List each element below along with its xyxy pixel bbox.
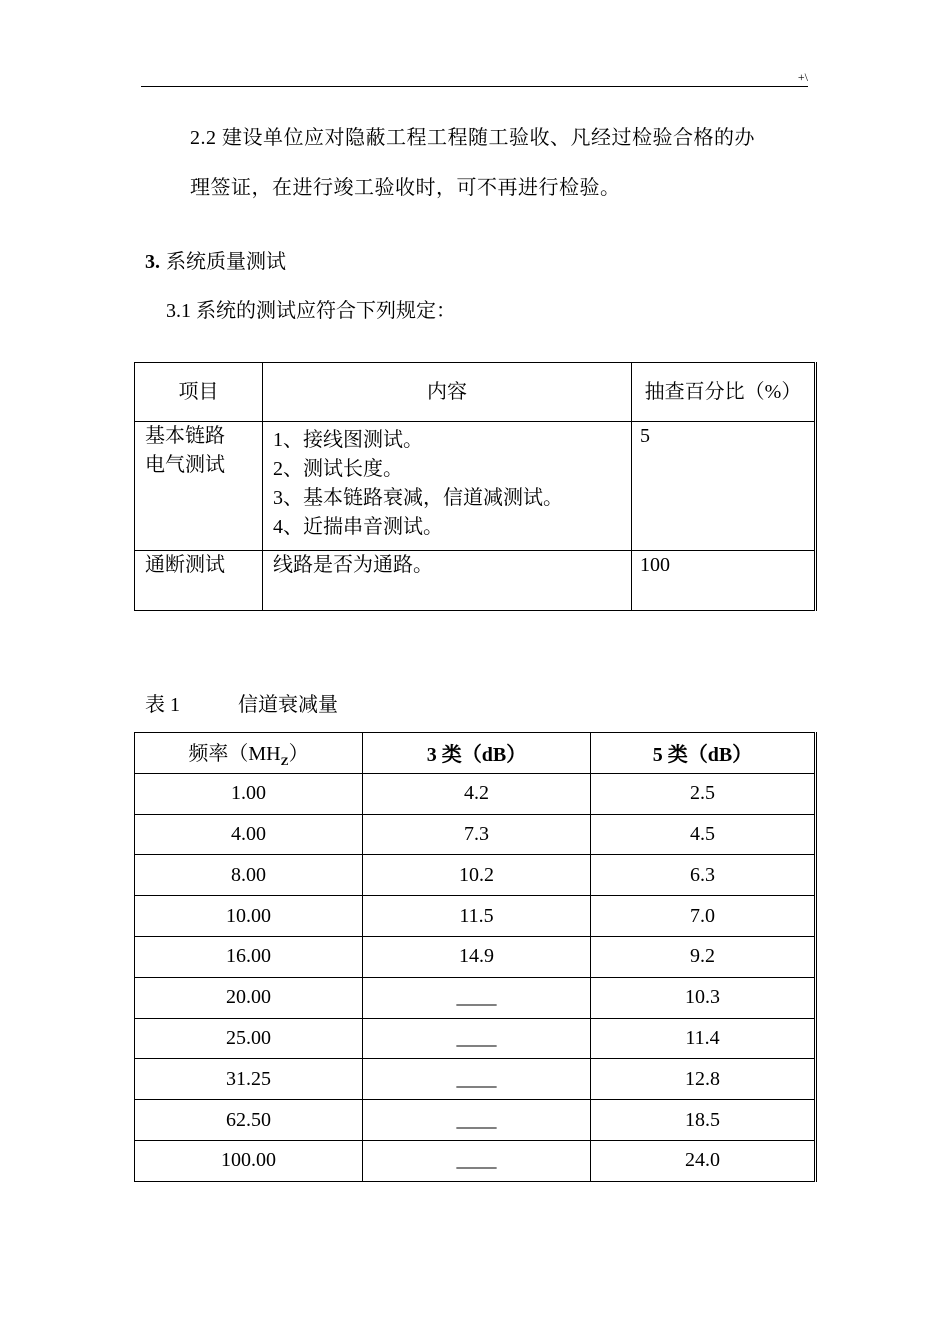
cat5-cell: 24.0 xyxy=(591,1140,816,1181)
caption-title: 信道衰减量 xyxy=(238,694,338,716)
content-cell: 线路是否为通路。 xyxy=(263,551,632,611)
percent-cell: 100 xyxy=(632,551,816,611)
header-content: 内容 xyxy=(263,363,632,422)
frequency-cell: 16.00 xyxy=(135,936,363,977)
table-row xyxy=(135,1140,816,1181)
section-3-number: 3. xyxy=(145,251,160,273)
item-line: 基本链路 xyxy=(145,425,225,447)
content-line: 1、接线图测试。 xyxy=(273,429,423,451)
freq-header-text: 频率（MH xyxy=(188,742,281,765)
test-requirements-table xyxy=(134,362,817,611)
frequency-cell: 1.00 xyxy=(135,773,363,814)
freq-header-suffix: ） xyxy=(288,742,309,765)
content-line: 4、近揣串音测试。 xyxy=(273,516,443,538)
cat3-cell: 4.2 xyxy=(363,773,591,814)
caption-label: 表 1 xyxy=(145,694,180,716)
section-2-2-line-2: 理签证，在进行竣工验收时，可不再进行检验。 xyxy=(190,177,621,199)
header-percent: 抽查百分比（%） xyxy=(632,363,816,422)
cat3-cell: 7.3 xyxy=(363,814,591,855)
table-row xyxy=(135,1018,816,1059)
table-row xyxy=(135,551,816,611)
table-row xyxy=(135,936,816,977)
frequency-cell: 62.50 xyxy=(135,1100,363,1141)
table-row xyxy=(135,1059,816,1100)
item-cell xyxy=(135,422,263,551)
cat5-cell: 9.2 xyxy=(591,936,816,977)
table-caption xyxy=(145,693,338,717)
header-frequency xyxy=(135,733,363,774)
item-cell: 通断测试 xyxy=(135,551,263,611)
cat5-cell: 18.5 xyxy=(591,1100,816,1141)
cat5-cell: 4.5 xyxy=(591,814,816,855)
cat5-cell: 10.3 xyxy=(591,977,816,1018)
frequency-cell: 31.25 xyxy=(135,1059,363,1100)
table-row xyxy=(135,855,816,896)
attenuation-rows xyxy=(135,773,816,1181)
table-row xyxy=(135,814,816,855)
section-2-2-line-1: 2.2 建设单位应对隐蔽工程工程随工验收、凡经过检验合格的办 xyxy=(190,127,755,149)
cat3-cell: ____ xyxy=(363,1018,591,1059)
header-item: 项目 xyxy=(135,363,263,422)
header-cat3: 3 类（dB） xyxy=(363,733,591,774)
frequency-cell: 10.00 xyxy=(135,896,363,937)
section-3-1-text: 3.1 系统的测试应符合下列规定： xyxy=(166,300,456,322)
header-rule xyxy=(141,86,808,87)
cat5-cell: 2.5 xyxy=(591,773,816,814)
content-line: 3、基本链路衰减，信道减测试。 xyxy=(273,487,563,509)
header-mark: +\ xyxy=(797,70,808,84)
frequency-cell: 100.00 xyxy=(135,1140,363,1181)
cat5-cell: 6.3 xyxy=(591,855,816,896)
item-line: 电气测试 xyxy=(145,454,225,476)
cat5-cell: 7.0 xyxy=(591,896,816,937)
frequency-cell: 8.00 xyxy=(135,855,363,896)
table-header-row xyxy=(135,733,816,774)
cat3-cell: ____ xyxy=(363,1140,591,1181)
frequency-cell: 20.00 xyxy=(135,977,363,1018)
cat3-cell: ____ xyxy=(363,1059,591,1100)
cat5-cell: 12.8 xyxy=(591,1059,816,1100)
cat5-cell: 11.4 xyxy=(591,1018,816,1059)
table-row xyxy=(135,1100,816,1141)
attenuation-table xyxy=(134,732,817,1182)
cat3-cell: 11.5 xyxy=(363,896,591,937)
table-row xyxy=(135,896,816,937)
cat3-cell: ____ xyxy=(363,1100,591,1141)
table-header-row xyxy=(135,363,816,422)
table-row xyxy=(135,422,816,551)
cat3-cell: 14.9 xyxy=(363,936,591,977)
table-row xyxy=(135,773,816,814)
table-row xyxy=(135,977,816,1018)
freq-header-sub: Z xyxy=(280,753,289,768)
cat3-cell: 10.2 xyxy=(363,855,591,896)
section-3-title: 系统质量测试 xyxy=(166,251,286,273)
frequency-cell: 25.00 xyxy=(135,1018,363,1059)
percent-cell: 5 xyxy=(632,422,816,551)
content-line: 2、测试长度。 xyxy=(273,458,403,480)
frequency-cell: 4.00 xyxy=(135,814,363,855)
section-3-heading xyxy=(145,250,286,274)
cat3-cell: ____ xyxy=(363,977,591,1018)
header-cat5: 5 类（dB） xyxy=(591,733,816,774)
content-cell xyxy=(263,422,632,551)
